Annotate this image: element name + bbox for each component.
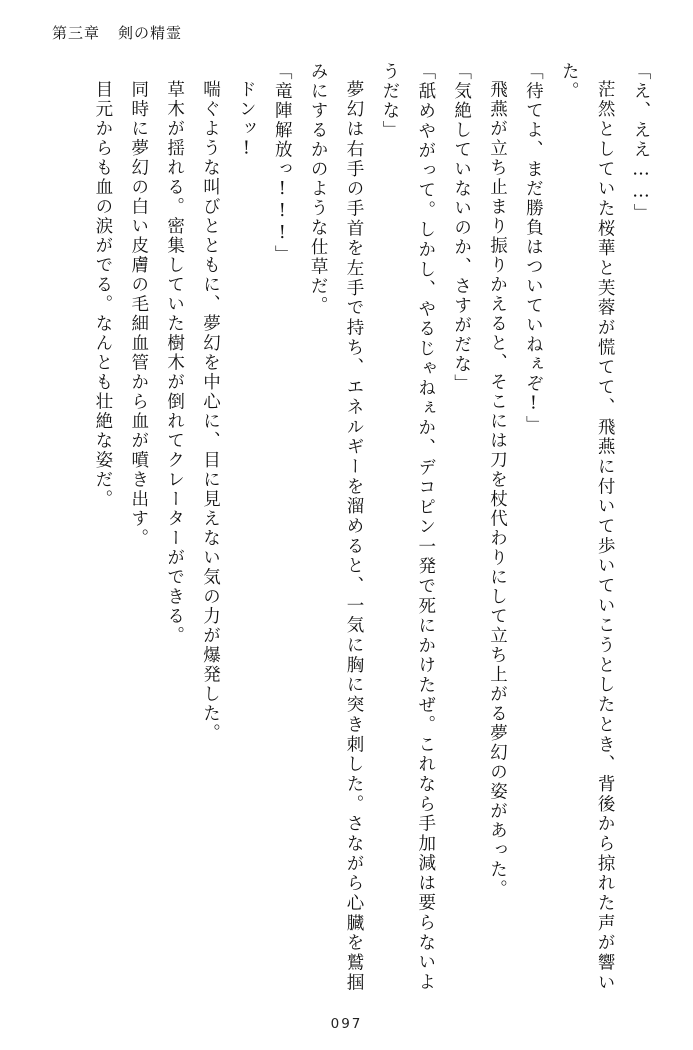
- chapter-title: 剣の精霊: [118, 24, 183, 42]
- paragraph: 目元からも血の涙がでる。なんとも壮絶な姿だ。: [92, 79, 113, 509]
- paragraph: 夢幻は右手の手首を左手で持ち、エネルギーを溜めると、一気に胸に突き刺した。さながら心臓を鷲掴みにするかのような仕草だ。: [308, 62, 364, 992]
- paragraph: 喘ぐような叫びとともに、夢幻を中心に、目に見えない気の力が爆発した。: [200, 79, 221, 743]
- paragraph: 同時に夢幻の白い皮膚の毛細血管から血が噴き出す。: [128, 79, 149, 548]
- paragraph: 「竜陣解放っ!!!」: [272, 62, 293, 265]
- paragraph: 「待てよ、まだ勝負はついていねぇぞ!」: [523, 62, 544, 435]
- chapter-number: 第三章: [52, 24, 101, 42]
- paragraph: 茫然としていた桜華と芙蓉が慌てて、飛燕に付いて歩いていこうとしたとき、背後から掠れた声が響いた。: [559, 62, 616, 992]
- body-text: [36, 62, 658, 992]
- paragraph: 「気絶していないのか、さすがだな」: [451, 62, 472, 394]
- paragraph: ドンッ!: [236, 79, 257, 160]
- page-number: 097: [330, 1016, 363, 1032]
- running-header: [52, 22, 182, 43]
- paragraph: 「え、ええ……」: [631, 62, 651, 223]
- paragraph: 「舐めやがって。しかし、やるじゃねぇか、デコピン一発で死にかけたぜ。これなら手加減は要らないようだな」: [379, 62, 436, 992]
- paragraph: 飛燕が立ち止まり振りかえると、そこには刀を杖代わりにして立ち上がる夢幻の姿があった。: [487, 79, 508, 899]
- paragraph: 草木が揺れる。密集していた樹木が倒れてクレーターができる。: [164, 79, 185, 645]
